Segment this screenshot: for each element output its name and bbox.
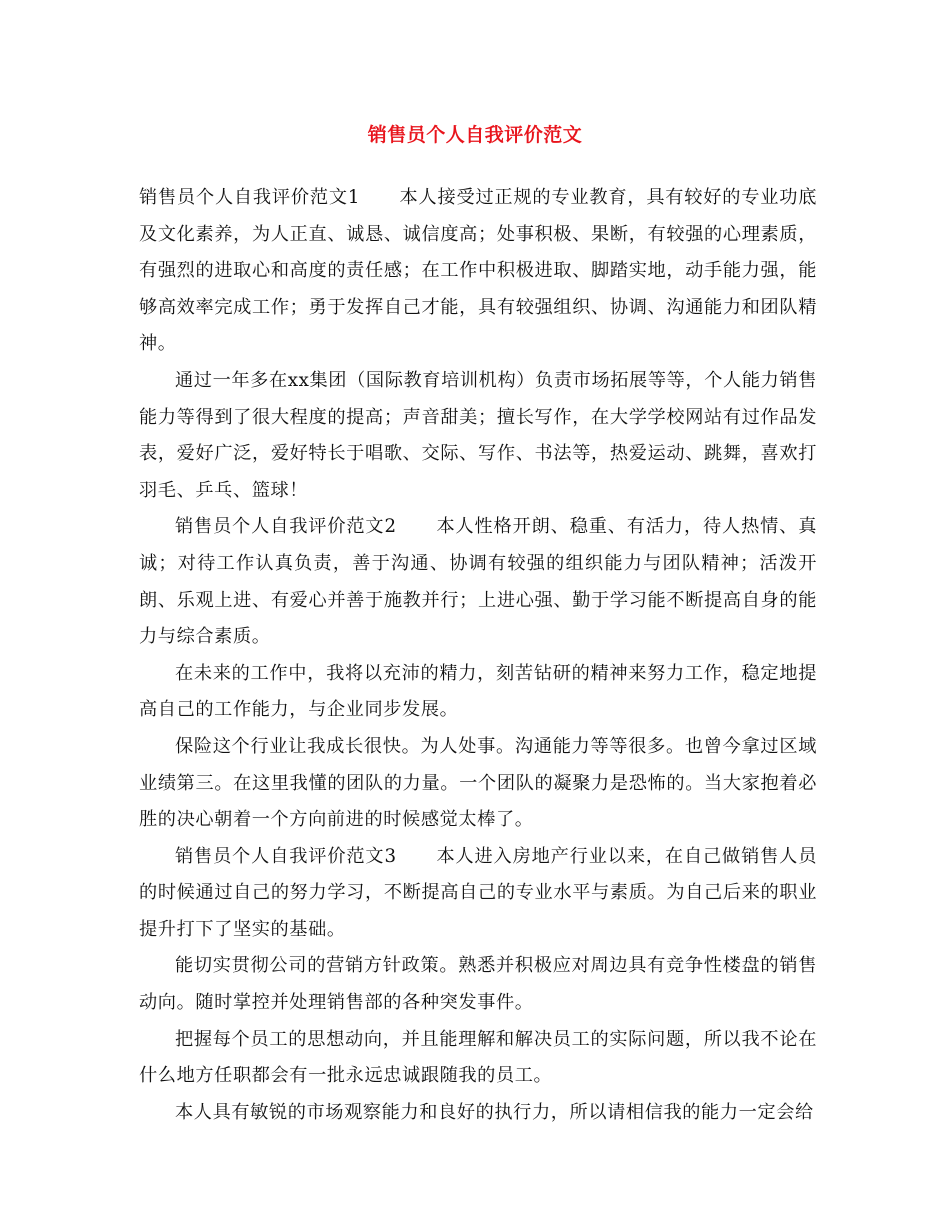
paragraph-3 — [139, 509, 817, 655]
paragraph-text: 本人具有敏锐的市场观察能力和良好的执行力，所以请相信我的能力一定会给 — [175, 1101, 814, 1123]
paragraph-8 — [139, 1022, 817, 1095]
paragraph-text: 保险这个行业让我成长很快。为人处事。沟通能力等等很多。也曾今拿过区域业绩第三。在这里我懂的团队的力量。一个团队的凝聚力是恐怖的。当大家抱着必胜的决心朝着一个方向前进的时候感觉太棒了。 — [139, 735, 817, 831]
paragraph-1 — [139, 180, 817, 363]
paragraph-text: 能切实贯彻公司的营销方针政策。熟悉并积极应对周边具有竞争性楼盘的销售动向。随时掌控并处理销售部的各种突发事件。 — [139, 955, 817, 1014]
paragraph-9 — [139, 1095, 817, 1132]
section-heading-2: 销售员个人自我评价范文2 — [175, 516, 397, 538]
paragraph-7 — [139, 948, 817, 1021]
paragraph-text: 在未来的工作中，我将以充沛的精力，刻苦钻研的精神来努力工作，稳定地提高自己的工作能力，与企业同步发展。 — [139, 662, 817, 721]
paragraph-text: 本人性格开朗、稳重、有活力，待人热情、真诚；对待工作认真负责，善于沟通、协调有较强的组织能力与团队精神；活泼开朗、乐观上进、有爱心并善于施教并行；上进心强、勤于学习能不断提高自身的能力与综合素质。 — [139, 516, 817, 648]
section-heading-3: 销售员个人自我评价范文3 — [175, 845, 397, 867]
paragraph-4 — [139, 656, 817, 729]
paragraph-6 — [139, 839, 817, 949]
section-heading-1: 销售员个人自我评价范文1 — [139, 187, 361, 208]
paragraph-2 — [139, 363, 817, 509]
paragraph-text: 本人进入房地产行业以来，在自己做销售人员的时候通过自己的努力学习，不断提高自己的专业水平与素质。为自己后来的职业提升打下了坚实的基础。 — [139, 845, 817, 940]
document-title: 销售员个人自我评价范文 — [367, 124, 583, 146]
paragraph-text: 把握每个员工的思想动向，并且能理解和解决员工的实际问题，所以我不论在什么地方任职都会有一批永远忠诚跟随我的员工。 — [139, 1028, 817, 1087]
paragraph-text: 通过一年多在xx集团（国际教育培训机构）负责市场拓展等等，个人能力销售能力等得到了很大程度的提高；声音甜美；擅长写作，在大学学校网站有过作品发表，爱好广泛，爱好特长于唱歌、交际、写作、书法等，热爱运动、跳舞，喜欢打羽毛、乒乓、篮球！ — [139, 369, 817, 501]
document-body — [139, 180, 817, 1131]
paragraph-5 — [139, 729, 817, 839]
paragraph-text: 本人接受过正规的专业教育，具有较好的专业功底及文化素养，为人正直、诚恳、诚信度高；处事积极、果断，有较强的心理素质，有强烈的进取心和高度的责任感；在工作中积极进取、脚踏实地，动手能力强，能够高效率完成工作；勇于发挥自己才能，具有较强组织、协调、沟通能力和团队精神。 — [139, 187, 817, 355]
